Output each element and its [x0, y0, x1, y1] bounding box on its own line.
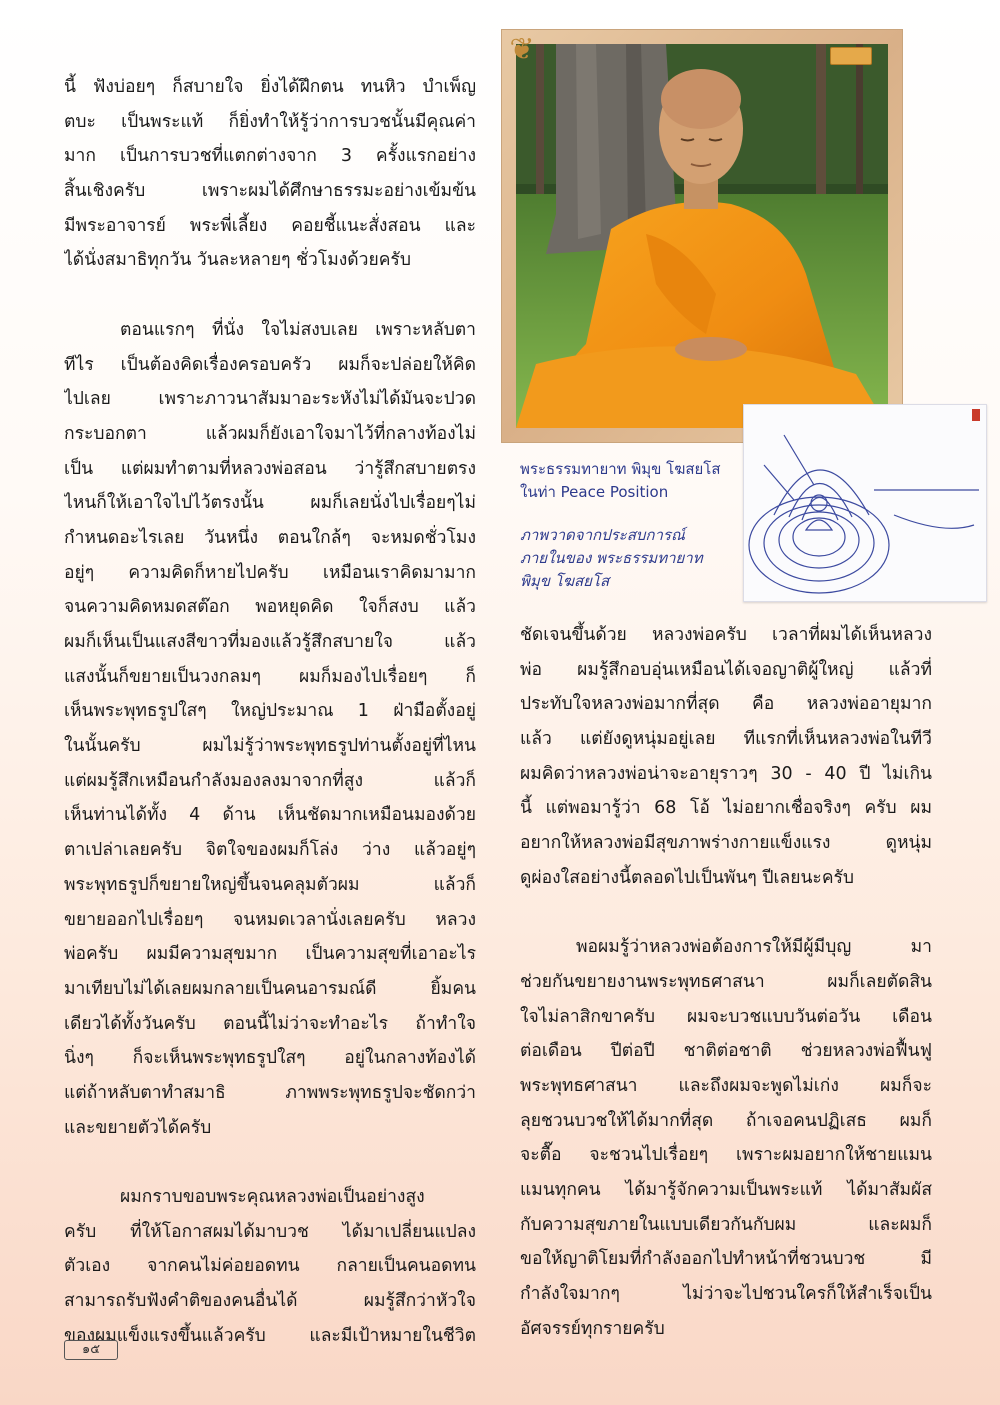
paragraph-gap — [520, 896, 932, 931]
caption-line: พิมุข โฆสยโส — [520, 572, 610, 590]
text-line: สามารถรับฟังคำติของคนอื่นได้ ผมรู้สึกว่าหัวใจ — [64, 1291, 476, 1312]
text-line: ขยายออกไปเรื่อยๆ จนหมดเวลานั่งเลยครับ หลวง — [64, 909, 476, 930]
text-line: ในนั้นครับ ผมไม่รู้ว่าพระพุทธรูปท่านตั้งอยู่ที่ไหน — [64, 736, 476, 757]
text-line: ผมก็เห็นเป็นแสงสีขาวที่มองแล้วรู้สึกสบายใจ แล้ว — [64, 632, 476, 652]
paragraph-left-2 — [64, 313, 476, 1146]
sketch-tag — [972, 409, 980, 421]
text-line: นิ่งๆ ก็จะเห็นพระพุทธรูปใสๆ อยู่ในกลางท้องได้ — [64, 1048, 476, 1069]
text-line: นี้ ฟังบ่อยๆ ก็สบายใจ ยิ่งได้ฝึกตน ทนหิว บำเพ็ญ — [64, 77, 476, 97]
text-line: ต่อเดือน ปีต่อปี ชาติต่อชาติ ช่วยหลวงพ่อฟื้นฟู — [520, 1041, 932, 1062]
text-line: ไปเลย เพราะภาวนาสัมมาอะระหังไม่ได้มันจะปวด — [64, 389, 476, 410]
monk-meditating-illustration — [516, 44, 888, 428]
text-line: ผมกราบขอบพระคุณหลวงพ่อเป็นอย่างสูง — [120, 1187, 425, 1207]
text-line: แมนทุกคน ได้มารู้จักความเป็นพระแท้ ได้มาสัมผัส — [520, 1180, 932, 1200]
text-line: มาก เป็นการบวชที่แตกต่างจาก 3 ครั้งแรกอย่าง — [64, 146, 476, 167]
text-line: เดียวได้ทั้งวันครับ ตอนนี้ไม่ว่าจะทำอะไร ถ้าทำใจ — [64, 1013, 476, 1034]
text-line: มาเทียบไม่ได้เลยผมกลายเป็นคนอารมณ์ดี ยิ้มคน — [64, 978, 476, 999]
text-line: สิ้นเชิงครับ เพราะผมได้ศึกษาธรรมะอย่างเข้มข้น — [64, 181, 476, 202]
text-line: แล้ว แต่ยังดูหนุ่มอยู่เลย ทีแรกที่เห็นหลวงพ่อในทีวี — [520, 729, 932, 750]
text-line: อยู่ๆ ความคิดก็หายไปครับ เหมือนเราคิดมามาก — [64, 562, 476, 583]
text-line: ผมคิดว่าหลวงพ่อน่าจะอายุราวๆ 30 - 40 ปี ไม่เกิน — [520, 763, 932, 784]
text-line: พระพุทธศาสนา และถึงผมจะพูดไม่เก่ง ผมก็จะ — [520, 1075, 932, 1096]
text-line: จนความคิดหมดสต๊อก พอหยุดคิด ใจก็สงบ แล้ว — [64, 597, 476, 618]
text-line: กำหนดอะไรเลย วันหนึ่ง ตอนใกล้ๆ จะหมดชั่วโมง — [64, 527, 476, 548]
caption-line: ภายในของ พระธรรมทายาท — [520, 549, 703, 567]
text-line: ลุยชวนบวชให้ได้มากที่สุด ถ้าเจอคนปฏิเสธ ผมก็ — [520, 1110, 932, 1131]
text-line: แต่ผมรู้สึกเหมือนกำลังมองลงมาจากที่สูง แล้วก็ — [64, 770, 476, 791]
meditation-sketch — [743, 404, 987, 602]
text-line: ใจไม่ลาสิกขาครับ ผมจะบวชแบบวันต่อวัน เดือน — [520, 1006, 932, 1027]
text-line: กระบอกตา แล้วผมก็ยังเอาใจมาไว้ที่กลางท้องไม่ — [64, 423, 476, 444]
photo-caption — [520, 458, 742, 504]
text-line: ครับ ที่ให้โอกาสผมได้มาบวช ได้มาเปลี่ยนแปลง — [64, 1221, 476, 1242]
text-line: แสงนั้นก็ขยายเป็นวงกลมๆ ผมก็มองไปเรื่อยๆ ก็ — [64, 666, 476, 687]
text-line: อัศจรรย์ทุกรายครับ — [520, 1318, 665, 1339]
text-line: ขอให้ญาติโยมที่กำลังออกไปทำหน้าที่ชวนบวช มี — [520, 1249, 932, 1270]
caption-line: พระธรรมทายาท พิมุข โฆสยโส — [520, 460, 721, 478]
text-line: เห็นท่านได้ทั้ง 4 ด้าน เห็นชัดมากเหมือนมองด้วย — [64, 805, 476, 826]
sketch-caption — [520, 524, 742, 593]
monk-photo — [516, 44, 888, 428]
text-line: และขยายตัวได้ครับ — [64, 1117, 212, 1138]
text-line: เป็น แต่ผมทำตามที่หลวงพ่อสอน ว่ารู้สึกสบายตรง — [64, 458, 476, 479]
text-line: พระพุทธรูปก็ขยายใหญ่ขึ้นจนคลุมตัวผม แล้วก็ — [64, 874, 476, 895]
date-badge — [830, 47, 872, 65]
text-line: ไหนก็ให้เอาใจไปไว้ตรงนั้น ผมก็เลยนั่งไปเรื่อยๆไม่ — [64, 493, 476, 514]
left-column — [64, 70, 476, 1353]
text-line: พ่อครับ ผมมีความสุขมาก เป็นความสุขที่เอาอะไร — [64, 944, 476, 965]
caption-line: ในท่า Peace Position — [520, 483, 669, 501]
text-line: ตัวเอง จากคนไม่ค่อยอดทน กลายเป็นคนอดทน — [64, 1256, 476, 1277]
text-line: พ่อ ผมรู้สึกอบอุ่นเหมือนได้เจอญาติผู้ใหญ่ แล้วที่ — [520, 659, 932, 680]
text-line: ตอนแรกๆ ที่นั่ง ใจไม่สงบเลย เพราะหลับตา — [120, 319, 476, 340]
ornament-icon: ❦ — [509, 32, 535, 67]
text-line: ดูผ่องใสอย่างนี้ตลอดไปเป็นพันๆ ปีเลยนะครับ — [520, 867, 855, 888]
text-line: แต่ถ้าหลับตาทำสมาธิ ภาพพระพุทธรูปจะชัดกว่า — [64, 1082, 476, 1103]
monk-photo-frame — [502, 30, 902, 442]
text-line: ของผมแข็งแรงขึ้นแล้วครับ และมีเป้าหมายในชีวิต — [64, 1325, 476, 1346]
text-line: มีพระอาจารย์ พระพี่เลี้ยง คอยชี้แนะสั่งสอน และ — [64, 215, 476, 236]
text-line: ตบะ เป็นพระแท้ ก็ยิ่งทำให้รู้ว่าการบวชนั้นมีคุณค่า — [64, 111, 476, 132]
text-line: ทีไร เป็นต้องคิดเรื่องครอบครัว ผมก็จะปล่อยให้คิด — [64, 354, 476, 375]
text-line: กำลังใจมากๆ ไม่ว่าจะไปชวนใครก็ให้สำเร็จเป็น — [520, 1284, 932, 1305]
text-line: กับความสุขภายในแบบเดียวกันกับผม และผมก็ — [520, 1214, 932, 1235]
text-line: เห็นพระพุทธรูปใสๆ ใหญ่ประมาณ 1 ฝ่ามือตั้งอยู่ — [64, 701, 476, 722]
text-line: ได้นั่งสมาธิทุกวัน วันละหลายๆ ชั่วโมงด้วยครับ — [64, 250, 411, 271]
text-line: ประทับใจหลวงพ่อมากที่สุด คือ หลวงพ่ออายุมาก — [520, 694, 932, 715]
caption-line: ภาพวาดจากประสบการณ์ — [520, 526, 685, 544]
right-column — [520, 618, 932, 1346]
paragraph-right-1 — [520, 618, 932, 896]
text-line: นี้ แต่พอมารู้ว่า 68 โอ้ ไม่อยากเชื่อจริงๆ ครับ ผม — [520, 798, 932, 819]
text-line: พอผมรู้ว่าหลวงพ่อต้องการให้มีผู้มีบุญ มา — [576, 937, 932, 958]
text-line: จะตื๊อ จะชวนไปเรื่อยๆ เพราะผมอยากให้ชายแมน — [520, 1145, 932, 1166]
text-line: ช่วยกันขยายงานพระพุทธศาสนา ผมก็เลยตัดสิน — [520, 971, 932, 992]
paragraph-left-1 — [64, 70, 476, 278]
text-line: อยากให้หลวงพ่อมีสุขภาพร่างกายแข็งแรง ดูหนุ่ม — [520, 833, 932, 854]
text-line: ชัดเจนขึ้นด้วย หลวงพ่อครับ เวลาที่ผมได้เห็นหลวง — [520, 625, 932, 645]
text-line: ตาเปล่าเลยครับ จิตใจของผมก็โล่ง ว่าง แล้วอยู่ๆ — [64, 840, 476, 861]
concentric-sketch-illustration — [744, 405, 986, 601]
paragraph-gap — [64, 278, 476, 313]
paragraph-right-2 — [520, 930, 932, 1346]
page-number: ๑๕ — [64, 1340, 118, 1360]
paragraph-gap — [64, 1145, 476, 1180]
paragraph-left-3 — [64, 1180, 476, 1353]
